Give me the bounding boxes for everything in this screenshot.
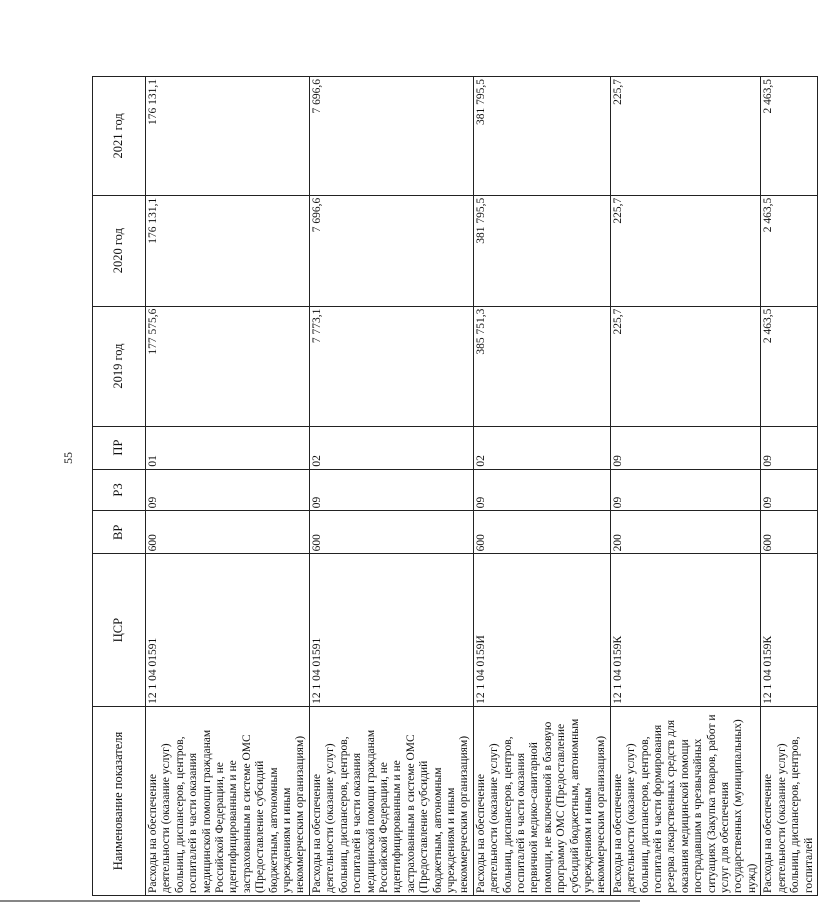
table-row (610, 77, 760, 896)
table-row (309, 77, 473, 896)
table-row (761, 77, 818, 896)
cell-rz: 09 (473, 469, 610, 511)
cell-pr: 09 (610, 426, 760, 469)
cell-rz: 09 (309, 469, 473, 511)
cell-2021: 7 696,6 (309, 77, 473, 196)
header-pr: ПР (93, 426, 146, 469)
cell-name: Расходы на обеспечение деятельности (оказание услуг) больниц, диспансеров, центров, госпиталей в части оказания медицинской помощи гражданам Российской Федерации, не идентифицированным и не застрахованным в системе ОМС (Предоставление субсидий бюджетным, автономным учреждениям и иным некоммерческим организациям) (309, 706, 473, 895)
cell-2021: 225,7 (610, 77, 760, 196)
rotated-table-container (92, 76, 815, 896)
cell-2020: 225,7 (610, 195, 760, 306)
cell-vr: 600 (473, 511, 610, 554)
header-name: Наименование показателя (93, 706, 146, 895)
table-row (473, 77, 610, 896)
cell-rz: 09 (761, 469, 818, 511)
cell-csr: 12 1 04 01591 (309, 554, 473, 707)
header-rz: РЗ (93, 469, 146, 511)
cell-2019: 7 773,1 (309, 306, 473, 426)
header-2020: 2020 год (93, 195, 146, 306)
cell-2020: 381 795,5 (473, 195, 610, 306)
cell-vr: 200 (610, 511, 760, 554)
cell-vr: 600 (761, 511, 818, 554)
cell-2020: 176 131,1 (146, 195, 310, 306)
cell-2019: 385 751,3 (473, 306, 610, 426)
page-number: 55 (61, 452, 75, 464)
cell-pr: 01 (146, 426, 310, 469)
header-csr: ЦСР (93, 554, 146, 707)
cell-name: Расходы на обеспечение деятельности (оказание услуг) больниц, диспансеров, центров, госпиталей в части формирования резерва лекарственных средств для оказания медицинской помощи пострадавшим в чрезвычайных ситуациях (Закупка товаров, работ и услуг для обеспечения государственных (муниципальных) нужд) (610, 706, 760, 895)
cell-2021: 381 795,5 (473, 77, 610, 196)
cell-2019: 177 575,6 (146, 306, 310, 426)
cell-csr: 12 1 04 0159И (473, 554, 610, 707)
cell-2019: 2 463,5 (761, 306, 818, 426)
cell-2021: 176 131,1 (146, 77, 310, 196)
cell-2021: 2 463,5 (761, 77, 818, 196)
header-vr: ВР (93, 511, 146, 554)
cell-vr: 600 (309, 511, 473, 554)
scan-bottom-edge (0, 900, 640, 902)
cell-name: Расходы на обеспечение деятельности (оказание услуг) больниц, диспансеров, центров, госпиталей в части оказания медицинской помощи гражданам Российской Федерации, не идентифицированным и не застрахованным в системе ОМС (Предоставление субсидий бюджетным, автономным учреждениям и иным некоммерческим организациям) (146, 706, 310, 895)
cell-vr: 600 (146, 511, 310, 554)
header-row (93, 77, 146, 896)
table-row (146, 77, 310, 896)
cell-csr: 12 1 04 0159К (761, 554, 818, 707)
cell-2020: 7 696,6 (309, 195, 473, 306)
cell-rz: 09 (610, 469, 760, 511)
cell-pr: 09 (761, 426, 818, 469)
cell-2020: 2 463,5 (761, 195, 818, 306)
header-2019: 2019 год (93, 306, 146, 426)
cell-pr: 02 (473, 426, 610, 469)
cell-rz: 09 (146, 469, 310, 511)
cell-2019: 225,7 (610, 306, 760, 426)
header-2021: 2021 год (93, 77, 146, 196)
cell-csr: 12 1 04 0159К (610, 554, 760, 707)
cell-pr: 02 (309, 426, 473, 469)
cell-csr: 12 1 04 01591 (146, 554, 310, 707)
cell-name: Расходы на обеспечение деятельности (оказание услуг) больниц, диспансеров, центров, госпиталей (761, 706, 818, 895)
budget-table (92, 76, 818, 896)
cell-name: Расходы на обеспечение деятельности (оказание услуг) больниц, диспансеров, центров, госпиталей в части оказания первичной медико-санитарной помощи, не включенной в базовую программу ОМС (Предоставление субсидий бюджетным, автономным учреждениям и иным некоммерческим организациям) (473, 706, 610, 895)
